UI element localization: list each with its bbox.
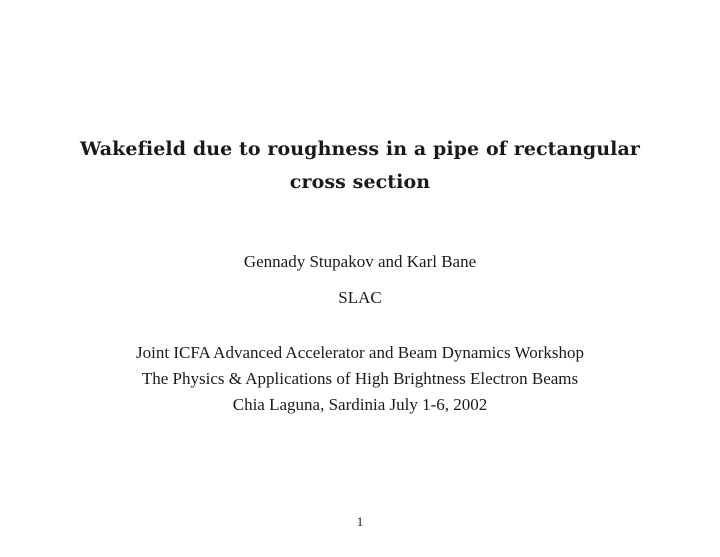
- page-number: 1: [356, 514, 364, 529]
- slide-title-line-1: Wakefield due to roughness in a pipe of rectangular: [79, 138, 641, 160]
- venue-line-3: Chia Laguna, Sardinia July 1-6, 2002: [232, 395, 488, 414]
- slide-title-line-2: cross section: [289, 171, 431, 193]
- venue-line-2: The Physics & Applications of High Brightness Electron Beams: [141, 369, 579, 388]
- affiliation: SLAC: [338, 288, 382, 307]
- venue-line-1: Joint ICFA Advanced Accelerator and Beam Dynamics Workshop: [136, 343, 584, 362]
- authors: Gennady Stupakov and Karl Bane: [243, 252, 477, 271]
